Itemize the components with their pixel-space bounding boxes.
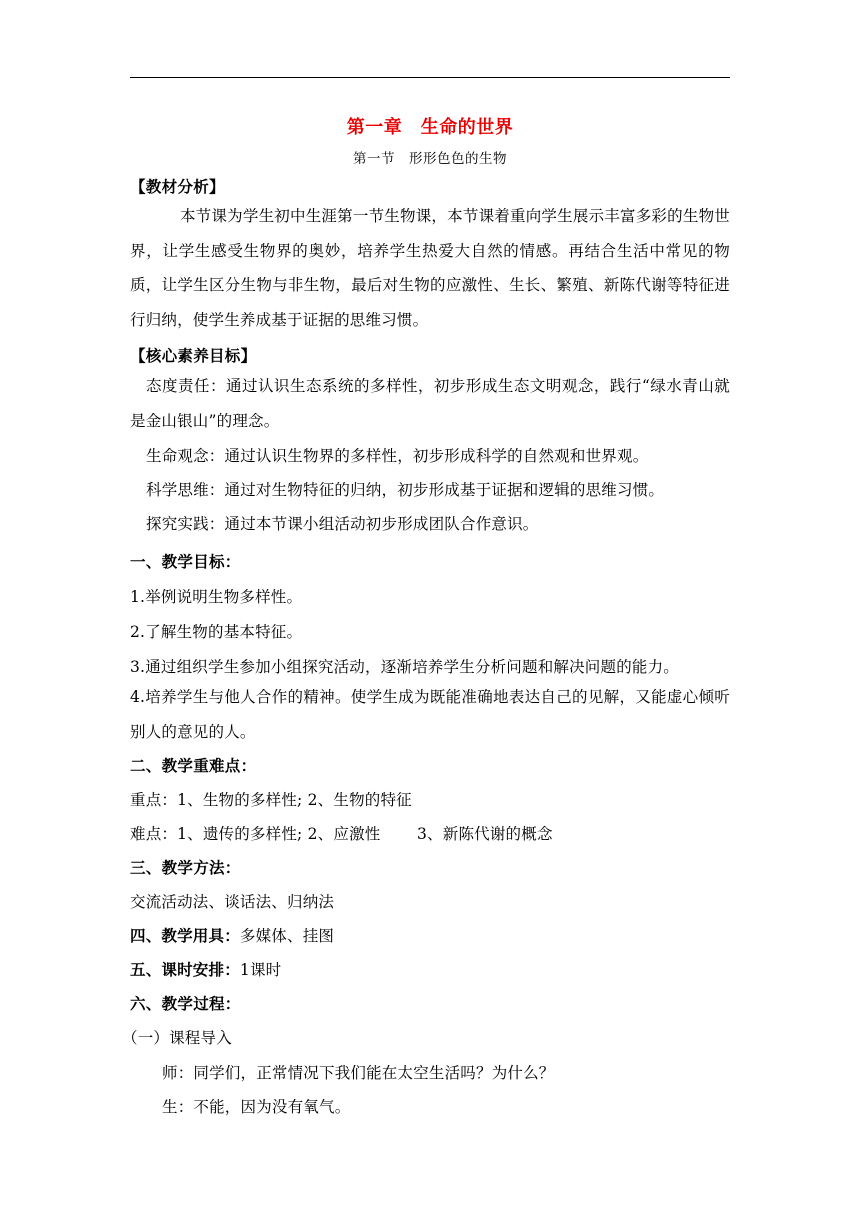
difficult-point-text: 难点：1、遗传的多样性; 2、应激性 3、新陈代谢的概念 bbox=[130, 825, 553, 843]
literacy-heading: 【核心素养目标】 bbox=[130, 347, 257, 365]
tools-row bbox=[130, 924, 334, 946]
goal-item-3: 3.通过组织学生参加小组探究活动，逐渐培养学生分析问题和解决问题的能力。 bbox=[130, 658, 679, 676]
literacy-item-life: 生命观念：通过认识生物界的多样性，初步形成科学的自然观和世界观。 bbox=[146, 447, 649, 465]
goal-item-2: 2.了解生物的基本特征。 bbox=[130, 623, 303, 641]
process-heading: 六、教学过程： bbox=[130, 995, 241, 1013]
key-point-text: 重点：1、生物的多样性; 2、生物的特征 bbox=[130, 791, 412, 809]
dialogue-line-teacher: 师：同学们，正常情况下我们能在太空生活吗？为什么？ bbox=[162, 1064, 555, 1082]
analysis-heading: 【教材分析】 bbox=[130, 178, 225, 196]
methods-heading: 三、教学方法： bbox=[130, 859, 241, 877]
tools-text: 多媒体、挂图 bbox=[239, 927, 335, 945]
chapter-title: 第一章 生命的世界 bbox=[346, 117, 514, 138]
literacy-item-thinking: 科学思维：通过对生物特征的归纳，初步形成基于证据和逻辑的思维习惯。 bbox=[146, 481, 665, 499]
goal-item-1: 1.举例说明生物多样性。 bbox=[130, 588, 303, 606]
process-subheading: （一）课程导入 bbox=[122, 1029, 232, 1047]
literacy-item-attitude: 态度责任：通过认识生态系统的多样性，初步形成生态文明观念，践行“绿水青山就是金山银山”的理念。 bbox=[130, 377, 730, 430]
schedule-text: 1课时 bbox=[239, 961, 282, 979]
goal-item-4: 4.培养学生与他人合作的精神。使学生成为既能准确地表达自己的见解，又能虚心倾听别人的意见的人。 bbox=[130, 688, 730, 741]
schedule-heading: 五、课时安排： bbox=[130, 961, 240, 979]
goals-heading: 一、教学目标： bbox=[130, 553, 241, 571]
literacy-item-practice: 探究实践：通过本节课小组活动初步形成团队合作意识。 bbox=[146, 515, 539, 533]
header-rule bbox=[130, 77, 730, 78]
section-title: 第一节 形形色色的生物 bbox=[353, 151, 507, 167]
methods-text: 交流活动法、谈话法、归纳法 bbox=[130, 893, 335, 911]
schedule-row bbox=[130, 958, 281, 980]
tools-heading: 四、教学用具： bbox=[130, 927, 240, 945]
analysis-paragraph: 本节课为学生初中生涯第一节生物课，本节课着重向学生展示丰富多彩的生物世界，让学生感受生物界的奥妙，培养学生热爱大自然的情感。再结合生活中常见的物质，让学生区分生物与非生物，最后对生物的应激性、生长、繁殖、新陈代谢等特征进行归纳，使学生养成基于证据的思维习惯。 bbox=[130, 207, 730, 329]
key-points-heading: 二、教学重难点： bbox=[130, 757, 257, 775]
dialogue-line-student: 生：不能，因为没有氧气。 bbox=[162, 1098, 351, 1116]
